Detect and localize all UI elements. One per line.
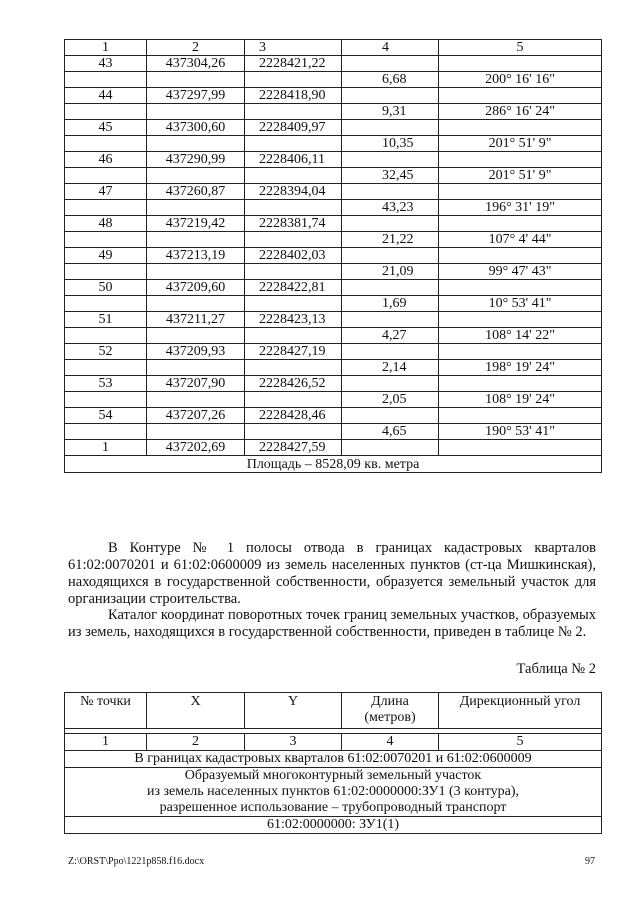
table-cell: 43,23: [342, 200, 439, 216]
table-cell: 200° 16' 16": [439, 72, 602, 88]
table-cell: 2228427,19: [245, 344, 342, 360]
header-y: Y: [245, 693, 342, 729]
column-numbers-row: [65, 734, 602, 751]
table-cell: 45: [65, 120, 147, 136]
table-cell: [147, 168, 245, 184]
table-row: [65, 136, 602, 152]
table-cell: [342, 344, 439, 360]
table-cell: [65, 72, 147, 88]
table-cell: 52: [65, 344, 147, 360]
table-cell: [245, 264, 342, 280]
table-cell: [439, 376, 602, 392]
parcel-line: разрешенное использование – трубопроводный транспорт: [159, 800, 507, 815]
parcel-cell: [65, 768, 602, 817]
table-cell: [439, 88, 602, 104]
table-cell: 32,45: [342, 168, 439, 184]
table-cell: [342, 88, 439, 104]
quarters-row: [65, 751, 602, 768]
table-cell: 108° 14' 22": [439, 328, 602, 344]
table-cell: [147, 104, 245, 120]
table-row: [65, 88, 602, 104]
table-row: [65, 328, 602, 344]
table-cell: [65, 104, 147, 120]
table-cell: 4,65: [342, 424, 439, 440]
table-row: [65, 264, 602, 280]
table-cell: [245, 232, 342, 248]
table-cell: 437211,27: [147, 312, 245, 328]
table-cell: [439, 344, 602, 360]
parcel-line: из земель населенных пунктов 61:02:0000000:ЗУ1 (3 контура),: [146, 784, 520, 799]
area-total: Площадь – 8528,09 кв. метра: [65, 456, 602, 473]
table-cell: [342, 440, 439, 456]
table-cell: [342, 280, 439, 296]
table-cell: 108° 19' 24": [439, 392, 602, 408]
table-row: [65, 120, 602, 136]
column-number: 5: [439, 734, 602, 751]
table-cell: 2: [147, 40, 245, 56]
table-cell: 50: [65, 280, 147, 296]
footer-file-path: Z:\ORST\Ppo\1221p858.f16.docx: [68, 856, 205, 867]
table-cell: 2228423,13: [245, 312, 342, 328]
table-cell: 46: [65, 152, 147, 168]
catalog-table: [64, 692, 602, 834]
table-cell: 4: [342, 40, 439, 56]
table-cell: 437297,99: [147, 88, 245, 104]
table-cell: 2228421,22: [245, 56, 342, 72]
table-cell: [147, 200, 245, 216]
parcel-row: [65, 768, 602, 817]
table-cell: [439, 440, 602, 456]
table-cell: 2228409,97: [245, 120, 342, 136]
parcel-line: Образуемый многоконтурный земельный участок: [184, 768, 482, 783]
table-cell: [439, 216, 602, 232]
table-cell: 53: [65, 376, 147, 392]
table-cell: 437213,19: [147, 248, 245, 264]
table-cell: 437290,99: [147, 152, 245, 168]
table-row: [65, 200, 602, 216]
table-cell: 2228402,03: [245, 248, 342, 264]
table-cell: 10° 53' 41": [439, 296, 602, 312]
table-caption: Таблица № 2: [516, 661, 596, 677]
table-cell: [245, 136, 342, 152]
table-cell: 1: [65, 440, 147, 456]
table-cell: 437202,69: [147, 440, 245, 456]
table-cell: 2228422,81: [245, 280, 342, 296]
header-x: X: [147, 693, 245, 729]
table-cell: 2228428,46: [245, 408, 342, 424]
table-cell: 437209,60: [147, 280, 245, 296]
paragraph-contour: В Контуре № 1 полосы отвода в границах кадастровых кварталов 61:02:0070201 и 61:02:0600009 из земель населенных пунктов (ст-ца Мишкинская), находящихся в государственной собственности, образуется земельный участок для организации строительства.: [68, 540, 596, 607]
table-cell: [342, 152, 439, 168]
column-number: 1: [65, 734, 147, 751]
header-length: Длина (метров): [342, 693, 439, 729]
table-row: [65, 104, 602, 120]
contour-cell: 61:02:0000000: ЗУ1(1): [65, 817, 602, 834]
table-cell: [342, 376, 439, 392]
table-cell: 4,27: [342, 328, 439, 344]
table-row: [65, 72, 602, 88]
table-cell: [147, 328, 245, 344]
table-row: [65, 344, 602, 360]
table-cell: 437300,60: [147, 120, 245, 136]
table-cell: 286° 16' 24": [439, 104, 602, 120]
table-cell: [439, 312, 602, 328]
column-number: 2: [147, 734, 245, 751]
table-cell: 2,05: [342, 392, 439, 408]
table-cell: 437209,93: [147, 344, 245, 360]
table-cell: [65, 136, 147, 152]
table-cell: [147, 264, 245, 280]
table-cell: 2228394,04: [245, 184, 342, 200]
table-cell: [147, 392, 245, 408]
table-cell: 198° 19' 24": [439, 360, 602, 376]
table-row: [65, 56, 602, 72]
table-cell: 1: [65, 40, 147, 56]
table-cell: [65, 360, 147, 376]
table-row: [65, 424, 602, 440]
contour-row: [65, 817, 602, 834]
table-cell: [342, 312, 439, 328]
table-cell: [342, 184, 439, 200]
area-row: [65, 456, 602, 473]
table-row: [65, 360, 602, 376]
table-cell: [439, 408, 602, 424]
table-cell: [245, 424, 342, 440]
table-row: [65, 152, 602, 168]
table-row: [65, 376, 602, 392]
table-cell: 2228427,59: [245, 440, 342, 456]
table-row: [65, 184, 602, 200]
table-cell: 190° 53' 41": [439, 424, 602, 440]
table-cell: [65, 424, 147, 440]
table-cell: 196° 31' 19": [439, 200, 602, 216]
table-cell: [245, 200, 342, 216]
table-cell: [245, 328, 342, 344]
table-cell: 437260,87: [147, 184, 245, 200]
coordinates-table: [64, 39, 602, 473]
table-cell: 5: [439, 40, 602, 56]
table-row: [65, 440, 602, 456]
table-cell: [65, 296, 147, 312]
table-cell: [439, 280, 602, 296]
table-cell: [147, 360, 245, 376]
table-cell: [342, 408, 439, 424]
table-cell: [147, 424, 245, 440]
table-row: [65, 296, 602, 312]
table-cell: [147, 72, 245, 88]
table-header-row: [65, 40, 602, 56]
table-row: [65, 312, 602, 328]
table-cell: 437219,42: [147, 216, 245, 232]
table-cell: 21,22: [342, 232, 439, 248]
table-cell: [147, 136, 245, 152]
table-cell: [439, 248, 602, 264]
table-row: [65, 280, 602, 296]
footer-page-number: 97: [585, 856, 595, 867]
table-cell: [245, 392, 342, 408]
table-cell: 2228381,74: [245, 216, 342, 232]
table-cell: 437304,26: [147, 56, 245, 72]
table-cell: 201° 51' 9": [439, 168, 602, 184]
table-cell: [342, 248, 439, 264]
quarters-cell: В границах кадастровых кварталов 61:02:0070201 и 61:02:0600009: [65, 751, 602, 768]
table-cell: [65, 264, 147, 280]
table-cell: 54: [65, 408, 147, 424]
table-cell: 49: [65, 248, 147, 264]
table-cell: 2228406,11: [245, 152, 342, 168]
table-cell: 107° 4' 44": [439, 232, 602, 248]
table-cell: 437207,26: [147, 408, 245, 424]
table-cell: 21,09: [342, 264, 439, 280]
table-cell: 201° 51' 9": [439, 136, 602, 152]
table-cell: 47: [65, 184, 147, 200]
table-row: [65, 248, 602, 264]
paragraph-catalog: Каталог координат поворотных точек границ земельных участков, образуемых из земель, находящихся в государственной собственности, приведен в таблице № 2.: [68, 607, 596, 640]
table-cell: 6,68: [342, 72, 439, 88]
table-cell: 9,31: [342, 104, 439, 120]
table-cell: 2,14: [342, 360, 439, 376]
table-cell: [147, 232, 245, 248]
table-cell: [65, 392, 147, 408]
header-angle: Дирекционный угол: [439, 693, 602, 729]
table-cell: [439, 184, 602, 200]
table-cell: [65, 168, 147, 184]
table-cell: [245, 104, 342, 120]
table-row: [65, 216, 602, 232]
column-number: 3: [245, 734, 342, 751]
table-cell: [245, 72, 342, 88]
table-cell: 10,35: [342, 136, 439, 152]
table-cell: [439, 56, 602, 72]
table-cell: 44: [65, 88, 147, 104]
table-cell: [65, 200, 147, 216]
table-cell: 51: [65, 312, 147, 328]
table-cell: [65, 328, 147, 344]
table-cell: 2228418,90: [245, 88, 342, 104]
table-cell: 437207,90: [147, 376, 245, 392]
table-cell: [342, 216, 439, 232]
table-cell: 2228426,52: [245, 376, 342, 392]
column-number: 4: [342, 734, 439, 751]
table-cell: 3: [245, 40, 342, 56]
table-cell: [147, 296, 245, 312]
header-point: № точки: [65, 693, 147, 729]
table-cell: 43: [65, 56, 147, 72]
table-row: [65, 168, 602, 184]
table-cell: [245, 360, 342, 376]
table-row: [65, 232, 602, 248]
table-header-row: [65, 693, 602, 729]
table-cell: [245, 168, 342, 184]
table-cell: [65, 232, 147, 248]
table-cell: [439, 152, 602, 168]
table-cell: [439, 120, 602, 136]
table-cell: [342, 56, 439, 72]
table-cell: 99° 47' 43": [439, 264, 602, 280]
table-cell: 48: [65, 216, 147, 232]
table-cell: 1,69: [342, 296, 439, 312]
table-row: [65, 392, 602, 408]
table-cell: [342, 120, 439, 136]
table-row: [65, 408, 602, 424]
table-cell: [245, 296, 342, 312]
